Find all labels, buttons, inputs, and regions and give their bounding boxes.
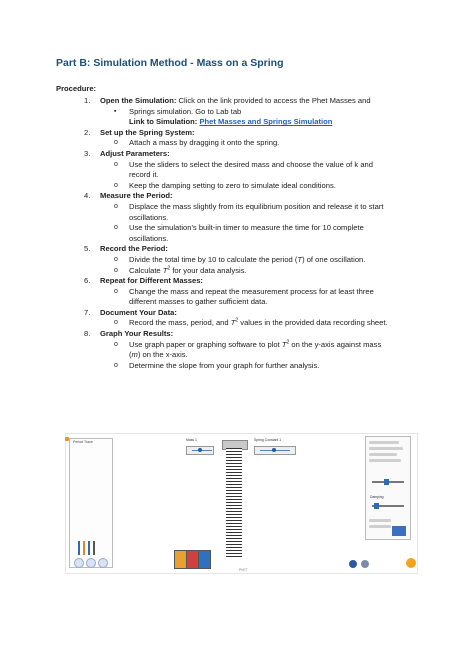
circle-bullet-icon: o [114,224,118,232]
play-icon [349,560,357,568]
step-4 [56,191,428,244]
damping-label: Damping [370,495,384,499]
circle-bullet-icon: o [114,139,118,147]
circle-bullet-icon: o [114,340,118,348]
close-icon [65,437,69,441]
option-row [369,519,391,522]
link-label: Link to Simulation: [129,117,198,127]
list-item: o Use the sliders to select the desired mass and choose the value of k and record it. [114,159,373,180]
slider-thumb [374,503,379,509]
zoom-out-icon [86,558,96,568]
step-number: 1. [84,96,91,105]
square-bullet-icon: ▪ [114,107,117,115]
circle-bullet-icon: o [114,361,118,369]
step-number: 2. [84,127,91,137]
list-item: o Divide the total time by 10 to calculate the period (T) of one oscillation. [114,254,366,264]
phet-footer: PhET [239,568,248,572]
spring-constant-label: Spring Constant 1 [254,438,282,442]
mass-label: Mass 1 [186,438,197,442]
step-1-cont [56,107,428,128]
option-row [369,441,399,444]
line-icon [93,541,95,555]
procedure-list [56,96,428,371]
link-line [100,117,428,128]
option-row [369,459,401,462]
list-item: o Attach a mass by dragging it onto the spring. [114,138,280,148]
slider-thumb [198,448,202,452]
ruler-icon [88,541,90,555]
list-item: o Use the simulation's built-in timer to measure the time for 10 complete oscillations. [114,223,364,243]
reset-icon [406,558,416,568]
circle-bullet-icon: o [114,160,118,168]
zoom-reset-icon [98,558,108,568]
step-text: Click on the link provided to access the Phet Masses and [176,96,371,105]
stopwatch-icon [83,541,85,555]
step-heading: Document Your Data: [100,307,177,317]
circle-bullet-icon: o [114,255,118,263]
panel-title: Period Trace [73,440,93,444]
list-item: ▪ Springs simulation. Go to Lab tab [114,106,242,116]
page-title: Part B: Simulation Method - Mass on a Spring [56,57,284,69]
step-number: 4. [84,191,91,201]
step-6 [56,276,428,308]
step-heading: Set up the Spring System: [100,127,195,137]
step-number: 6. [84,276,91,286]
step-number: 8. [84,329,91,339]
circle-bullet-icon: o [114,181,118,189]
step-8 [56,329,428,371]
step-1 [56,96,428,107]
list-item: o Use graph paper or graphing software to plot $T^2$ on the y-axis against mass (m) on the x-axis. [114,339,382,360]
list-item: o Calculate $T^2$ for your data analysis. [114,264,247,275]
slider-thumb [272,448,276,452]
option-row [369,447,403,450]
step-3 [56,149,428,191]
step-7 [56,308,428,329]
list-item: o Determine the slope from your graph for further analysis. [114,360,320,370]
circle-bullet-icon: o [114,319,118,327]
ruler-icon [78,541,80,555]
period-trace-panel [69,438,113,568]
circle-bullet-icon: o [114,287,118,295]
list-item: o Change the mass and repeat the measurement process for at least three different masses to gather sufficient data. [114,286,374,307]
step-number: 5. [84,244,91,254]
step-heading: Adjust Parameters: [100,148,170,158]
step-heading: Repeat for Different Masses: [100,276,203,286]
zoom-in-icon [74,558,84,568]
list-item: o Keep the damping setting to zero to simulate ideal conditions. [114,180,336,190]
circle-bullet-icon: o [114,202,118,210]
step-icon [361,560,369,568]
step-heading: Graph Your Results: [100,329,174,339]
step-heading: Record the Period: [100,244,168,254]
step-heading: Open the Simulation: [100,96,177,105]
simulation-link[interactable]: Phet Masses and Springs Simulation [199,117,333,127]
step-number: 7. [84,307,91,317]
option-row [369,453,397,456]
step-2 [56,128,428,149]
list-item: o Displace the mass slightly from its equilibrium position and release it to start oscillations. [114,201,384,222]
simulation-screenshot [65,433,418,574]
slider-thumb [384,479,389,485]
lab-icon [392,526,406,536]
step-5 [56,244,428,276]
circle-bullet-icon: o [114,266,118,274]
spring-icon [226,448,242,558]
slider-track [192,450,212,451]
step-number: 3. [84,148,91,158]
procedure-label: Procedure: [56,84,97,93]
list-item: o Record the mass, period, and $T^2$ values in the provided data recording sheet. [114,317,388,328]
option-row [369,525,391,528]
step-heading: Measure the Period: [100,191,173,201]
mass-block [198,550,211,569]
controls-panel [365,436,411,540]
